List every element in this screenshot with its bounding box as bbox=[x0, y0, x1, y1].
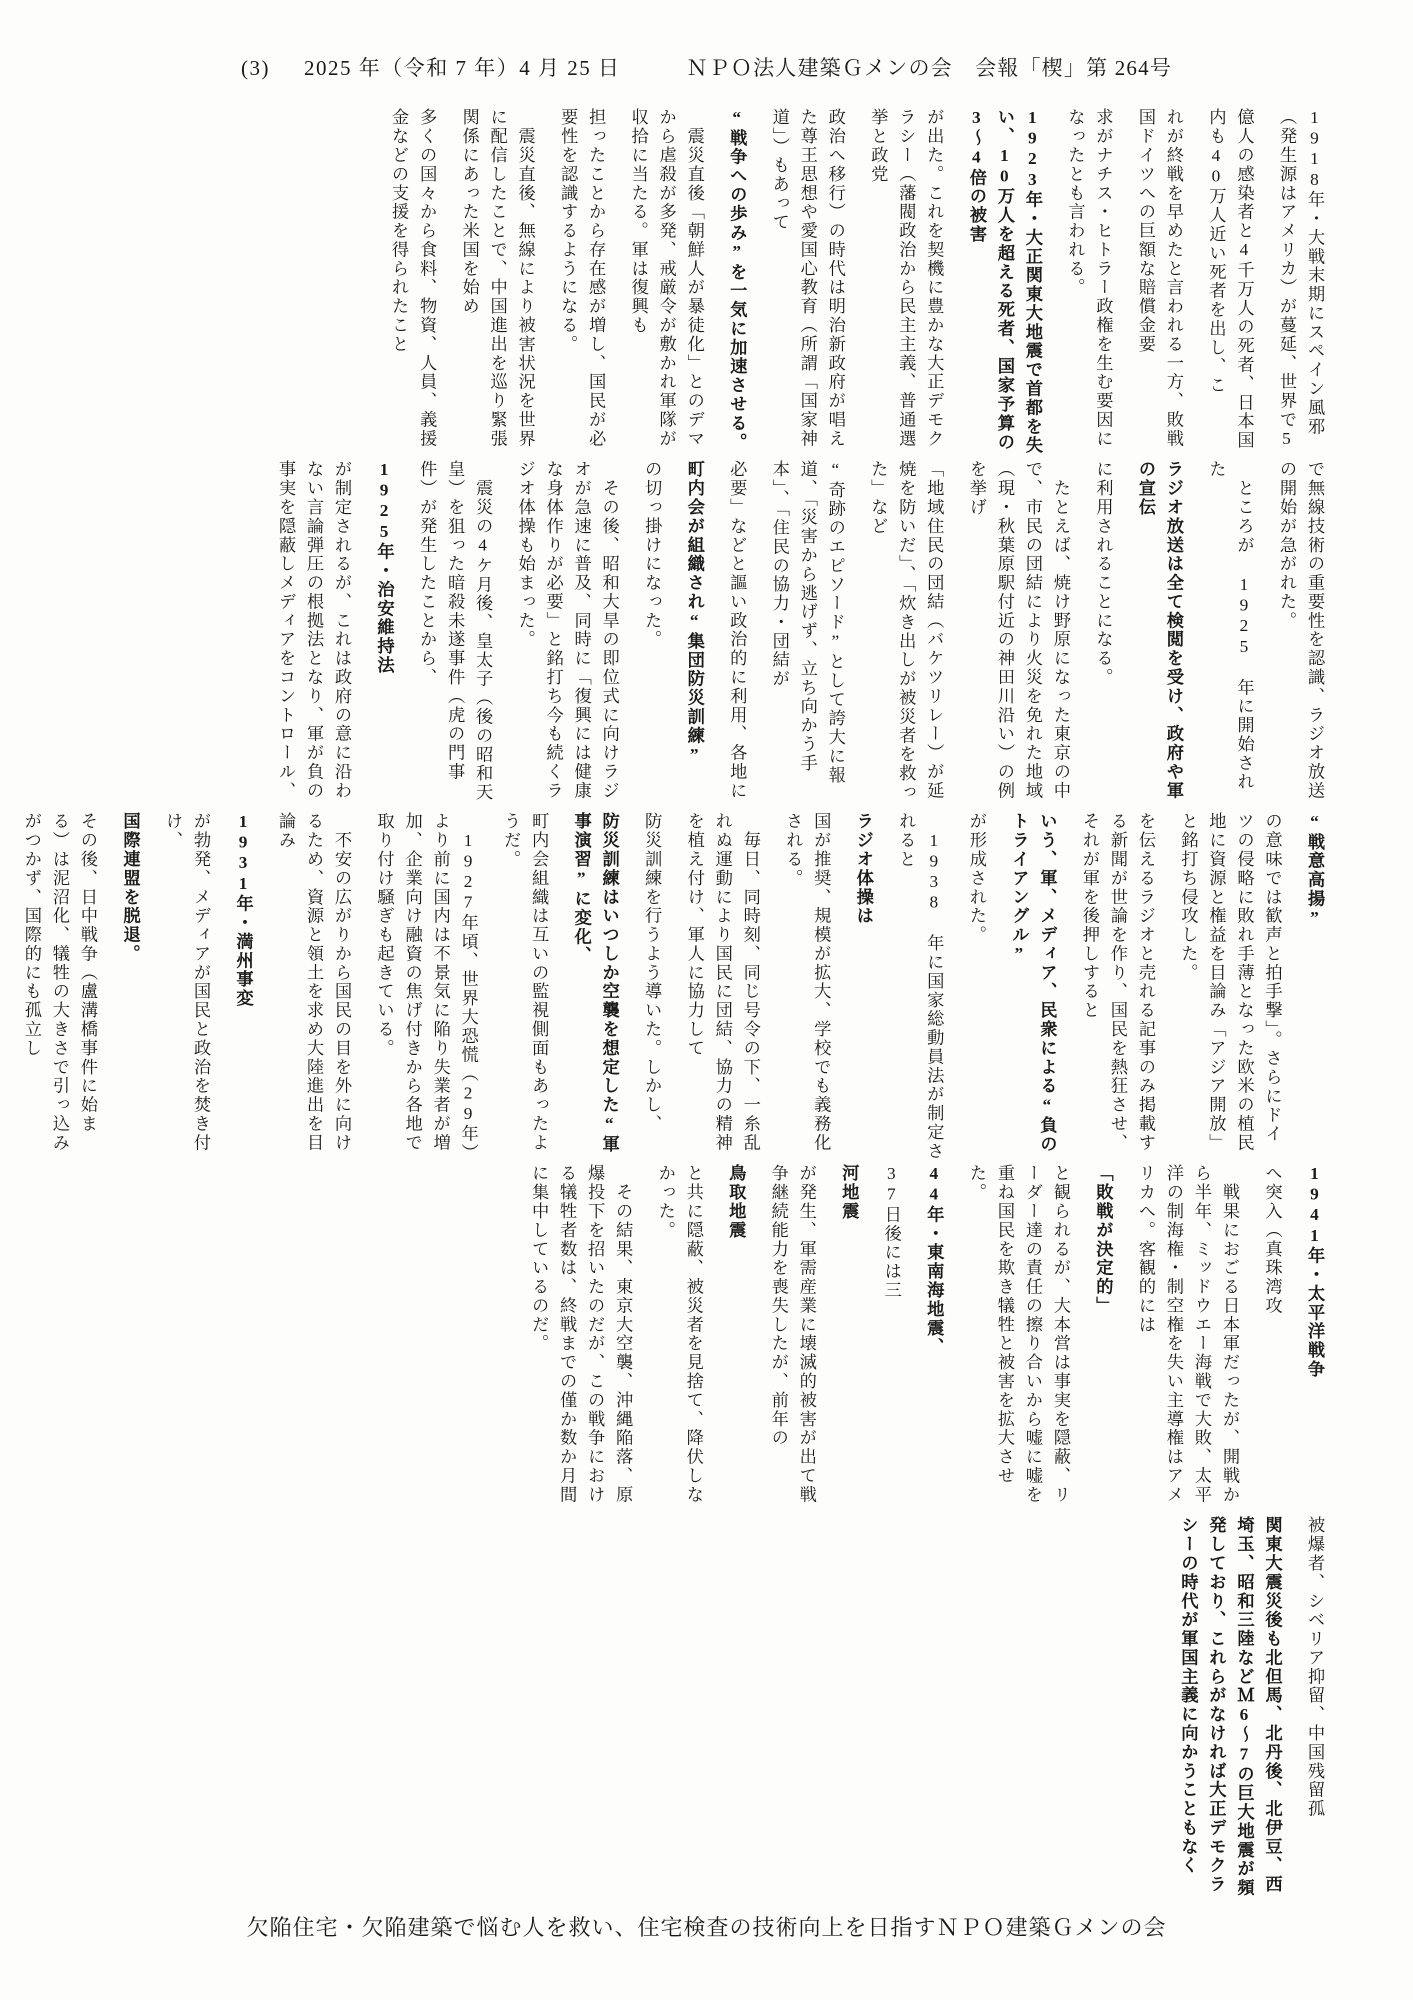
text-column bbox=[214, 812, 257, 1162]
body-text: へ突入（真珠湾攻 bbox=[1262, 1164, 1282, 1316]
body-text: 毎日、同時刻、同じ号令の下、一糸乱れぬ運動により国民に団結、協力の精神を植え付け、軍人に協力して bbox=[684, 812, 760, 1153]
emphasized-text: 河地震 bbox=[839, 1164, 859, 1221]
body-text: が出た。これを契機に豊かな大正デモクラシー（藩閥政治から民主主義、普通選挙と政党 bbox=[868, 108, 944, 449]
body-text: の意味では歓声と拍手撃」。さらにドイツの侵略に敗れ手薄となった欧米の植民地に資源と権益を目論み「アジア開放」と銘打ち侵攻した。 bbox=[1178, 812, 1282, 1153]
emphasized-text: 1923年・大正関東大地震で首都を失い、10万人を超える死者、国家予算の3～4倍の被害 bbox=[966, 108, 1042, 455]
text-column bbox=[1285, 1516, 1328, 1898]
text-column bbox=[1257, 460, 1328, 810]
body-text: 担ったことから存在感が増し、国民が必要性を認識するようになる。 bbox=[558, 108, 606, 449]
text-column bbox=[750, 108, 849, 458]
text-column bbox=[636, 1164, 707, 1514]
body-text: 被爆者、シベリア抑留、中国残留孤 bbox=[1305, 1516, 1324, 1819]
body-text: を伝えるラジオと売れる記事のみ掲載する新聞が世論を作り、国民を熱狂させ、それが軍を後押しすると bbox=[1079, 812, 1155, 1153]
body-text: 国が推奨、規模が拡大、学校でも義務化される。 bbox=[783, 812, 831, 1153]
body-text: 不安の広がりから国民の目を外に向けるため、資源と領土を求め大陸進出を目論み bbox=[276, 812, 352, 1153]
text-column bbox=[1116, 460, 1187, 810]
emphasized-text: 1925年・治安維持法 bbox=[374, 460, 394, 675]
text-column bbox=[708, 108, 751, 458]
text-column bbox=[552, 812, 623, 1162]
emphasized-text: ラジオ体操は bbox=[853, 812, 873, 926]
emphasized-text: “戦意高揚” bbox=[1305, 812, 1324, 929]
body-text: 震災の4ケ月後、皇太子（後の昭和天皇）を狙った暗殺未遂事件（虎の門事件）が発生したことから、 bbox=[417, 460, 493, 802]
body-text: 政治へ移行）の時代は明治新政府が唱えた尊王思想や愛国心教育（所謂「国家神道」）もあって bbox=[769, 108, 845, 449]
text-column bbox=[143, 812, 214, 1162]
text-band-1 bbox=[96, 460, 1328, 810]
text-column bbox=[1116, 108, 1187, 458]
emphasized-text: 防災訓練はいつしか空襲を想定した“軍事演習”に変化、 bbox=[571, 812, 619, 1154]
text-column bbox=[764, 812, 835, 1162]
text-column bbox=[820, 1164, 863, 1514]
text-column bbox=[665, 460, 708, 810]
text-column bbox=[947, 812, 990, 1162]
text-column bbox=[1116, 1164, 1243, 1514]
text-band-2 bbox=[21, 812, 1328, 1162]
header-date: 2025 年（令和 7 年）4 月 25 日 bbox=[303, 56, 621, 80]
body-text: 防災訓練を行うよう導いた。しかし、 bbox=[642, 812, 662, 1134]
text-column bbox=[750, 460, 849, 810]
article-body bbox=[21, 108, 1328, 1898]
text-column bbox=[1257, 108, 1328, 458]
text-column bbox=[355, 812, 482, 1162]
body-text: と観られるが、大本営は事実を隠蔽、リーダー達の責任の擦り合いから嘘に嘘を重ね国民を欺き犠牲と被害を拡大させた。 bbox=[966, 1164, 1070, 1505]
text-column bbox=[749, 1164, 820, 1514]
text-column bbox=[609, 108, 708, 458]
body-text: と共に隠蔽、被災者を見捨て、降伏しなかった。 bbox=[655, 1164, 703, 1505]
emphasized-text: 1941年・太平洋戦争 bbox=[1305, 1164, 1324, 1379]
text-column bbox=[1074, 1164, 1117, 1514]
text-column bbox=[510, 1164, 637, 1514]
body-text: で無線技術の重要性を認識、ラジオ放送の開始が急がれた。 bbox=[1276, 460, 1324, 801]
body-text: たとえば、焼け野原になった東京の中で、市民の団結により火災を免れた地域（現・秋葉原駅付近の神田川沿い）の例を挙げ bbox=[966, 460, 1070, 801]
text-column bbox=[708, 460, 751, 810]
text-column bbox=[1159, 1516, 1286, 1898]
body-text: 町内会組織は互いの監視側面もあったようだ。 bbox=[501, 812, 549, 1153]
text-column bbox=[947, 108, 1046, 458]
body-text: 37日後には三 bbox=[881, 1164, 901, 1300]
body-text: 震災直後、無線により被害状況を世界に配信したことで、中国進出を巡り緊張関係にあった米国を始め bbox=[459, 108, 535, 449]
body-text: その後、日中戦争（盧溝橋事件に始まる）は泥沼化、犠牲の大きさで引っ込みがつかず、国際的にも孤立し bbox=[21, 812, 97, 1153]
emphasized-text: 「敗戦が決定的」 bbox=[1093, 1164, 1113, 1316]
text-column bbox=[1243, 1164, 1286, 1514]
body-text: 求がナチス・ヒトラー政権を生む要因になったとも言われる。 bbox=[1065, 108, 1113, 449]
header-issue-title: ＮＰＯ法人建築Ｇメンの会 会報「楔」第 264号 bbox=[686, 56, 1173, 80]
text-column bbox=[398, 460, 497, 810]
text-column bbox=[1285, 1164, 1328, 1514]
body-text: 多くの国々から食料、物資、人員、義援金などの支援を得られたこと bbox=[389, 108, 437, 449]
text-column bbox=[1187, 460, 1258, 810]
body-text: その結果、東京大空襲、沖縄陥落、原爆投下を招いたのだが、この戦争における犠牲者数は、終戦までの僅か数か月間に集中しているのだ。 bbox=[529, 1164, 633, 1505]
body-text: “奇跡のエピソード”として誇大に報道、「災害から逃げず、立ち向かう手本」、「住民の協力・団結が bbox=[769, 460, 845, 785]
text-column bbox=[834, 812, 877, 1162]
body-text: 「地域住民の団結（バケツリレー）が延焼を防いだ」、「炊き出しが被災者を救った」など bbox=[868, 460, 944, 802]
body-text: 1938 年に国家総動員法が制定されると bbox=[896, 812, 944, 1161]
text-column bbox=[370, 108, 441, 458]
body-text: 1927年頃、世界大恐慌（29年）より前に国内は不景気に陥り失業者が増加、企業向け融資の焦げ付きから各地で取り付け騒ぎも起きている。 bbox=[374, 812, 478, 1154]
body-text: に利用されることになる。 bbox=[1093, 460, 1113, 687]
body-text: 戦果におごる日本軍だったが、開戦から半年、ミッドウエー海戦で大敗、太平洋の制海権・制空権を失い主導権はアメリカへ。客観的には bbox=[1135, 1164, 1239, 1505]
text-column bbox=[623, 812, 666, 1162]
text-band-3 bbox=[96, 1164, 1328, 1514]
text-column bbox=[665, 812, 764, 1162]
text-column bbox=[1285, 812, 1328, 1162]
text-column bbox=[1060, 812, 1159, 1162]
body-text: 1918年・大戦末期にスペイン風邪（発生源はアメリカ）が蔓延、世界で5 bbox=[1276, 108, 1324, 450]
emphasized-text: 関東大震災後も北但馬、北丹後、北伊豆、西埼玉、昭和三陸などＭ6～7の巨大地震が頻発しており、これらがなければ大正デモクラシーの時代が軍国主義に向かうこともなく bbox=[1178, 1516, 1282, 1898]
body-text: の切っ掛けになった。 bbox=[642, 460, 662, 649]
body-text: 億人の感染者と4千万人の死者、日本国内も40万人近い死者を出し、こ bbox=[1206, 108, 1254, 450]
text-column bbox=[877, 812, 948, 1162]
emphasized-text: “戦争への歩み”を一気に加速させる。 bbox=[727, 108, 747, 452]
text-column bbox=[623, 460, 666, 810]
text-column bbox=[707, 1164, 750, 1514]
text-column bbox=[257, 812, 356, 1162]
text-column bbox=[496, 460, 623, 810]
header-page-number: (3) bbox=[240, 56, 270, 80]
body-text: が発生、軍需産業に壊滅的被害が出て戦争継続能力を喪失したが、前年の bbox=[768, 1164, 816, 1505]
body-text: 必要」などと謳い政治的に利用、各地に bbox=[727, 460, 747, 801]
body-text: が形成された。 bbox=[966, 812, 986, 945]
text-column bbox=[257, 460, 356, 810]
emphasized-text: 鳥取地震 bbox=[726, 1164, 746, 1240]
text-band-4 bbox=[96, 1516, 1328, 1898]
emphasized-text: いう、軍、メディア、民衆による“負のトライアングル” bbox=[1009, 812, 1057, 1154]
text-column bbox=[905, 1164, 948, 1514]
emphasized-text: ラジオ放送は全て検閲を受け、政府や軍の宣伝 bbox=[1135, 460, 1183, 801]
text-column bbox=[482, 812, 553, 1162]
text-column bbox=[440, 108, 539, 458]
text-column bbox=[1159, 812, 1286, 1162]
emphasized-text: 町内会が組織され“集団防災訓練” bbox=[684, 460, 704, 766]
body-text: 震災直後「朝鮮人が暴徒化」とのデマから虐殺が多発、戒厳令が敷かれ軍隊が収拾に当たる。軍は復興も bbox=[628, 108, 704, 449]
text-column bbox=[1046, 108, 1117, 458]
text-column bbox=[539, 108, 610, 458]
text-column bbox=[849, 108, 948, 458]
text-column bbox=[2, 812, 101, 1162]
body-text: が制定されるが、これは政府の意に沿わない言論弾圧の根拠法となり、軍が負の事実を隠蔽しメディアをコントロール、 bbox=[276, 460, 352, 801]
body-text: が勃発、メディアが国民と政治を焚き付け、 bbox=[162, 812, 210, 1153]
text-column bbox=[1187, 108, 1258, 458]
emphasized-text: 1931年・満州事変 bbox=[233, 812, 253, 1008]
text-column bbox=[947, 1164, 1074, 1514]
body-text: その後、昭和大旱の即位式に向けラジオが急速に普及、同時に「復興には健康な身体作りが必要」と銘打ち今も続くラジオ体操も始まった。 bbox=[515, 460, 619, 801]
page-header bbox=[0, 52, 1413, 82]
text-column bbox=[947, 460, 1074, 810]
emphasized-text: 44年・東南海地震、 bbox=[924, 1164, 944, 1357]
text-column bbox=[862, 1164, 905, 1514]
text-column bbox=[1074, 460, 1117, 810]
text-band-0 bbox=[96, 108, 1328, 458]
emphasized-text: 国際連盟を脱退。 bbox=[120, 812, 140, 964]
page-footer: 欠陥住宅・欠陥建築で悩む人を救い、住宅検査の技術向上を日指すＮＰＯ建築Ｇメンの会 bbox=[246, 1915, 1167, 1940]
text-column bbox=[990, 812, 1061, 1162]
text-column bbox=[101, 812, 144, 1162]
body-text: ところが 1925 年に開始された bbox=[1206, 460, 1254, 792]
text-column bbox=[355, 460, 398, 810]
text-column bbox=[849, 460, 948, 810]
body-text: れが終戦を早めたと言われる一方、敗戦国ドイツへの巨額な賠償金要 bbox=[1135, 108, 1183, 449]
